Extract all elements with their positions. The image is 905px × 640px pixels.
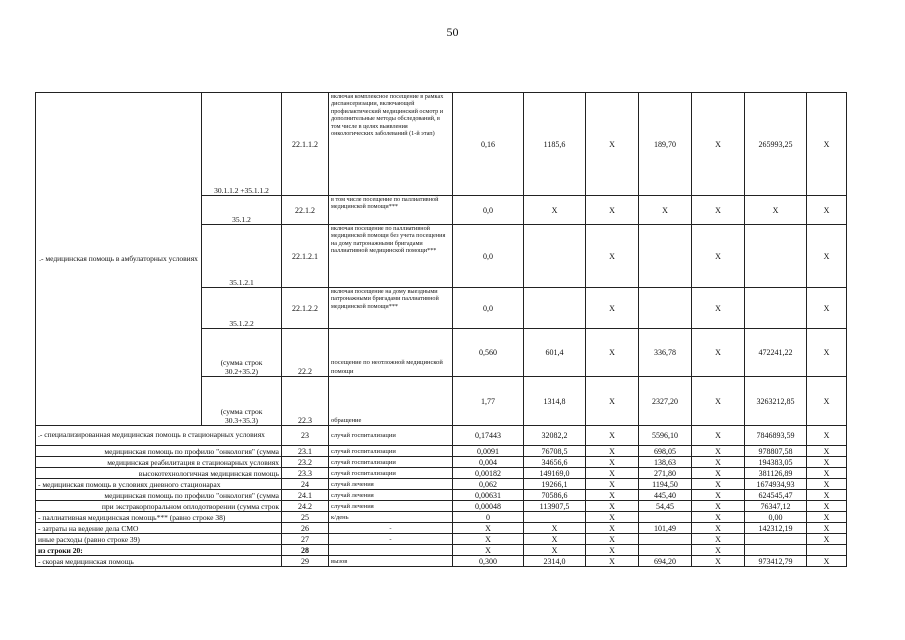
value-cell: 0,00631 <box>453 490 524 501</box>
value-cell: 149169,0 <box>524 468 586 479</box>
row-description: включая посещение на дому выездными патронажными бригадами паллиативной медицинской помощи*** <box>329 288 453 329</box>
value-cell: 3263212,85 <box>745 377 807 426</box>
value-cell <box>639 288 692 329</box>
value-cell: 0,00 <box>745 512 807 523</box>
value-cell: X <box>586 288 639 329</box>
value-cell: X <box>807 288 847 329</box>
value-cell: X <box>807 556 847 567</box>
row-description: обращение <box>329 377 453 426</box>
value-cell: X <box>692 93 745 196</box>
value-cell: X <box>807 196 847 225</box>
value-cell: X <box>453 523 524 534</box>
value-cell: 0,300 <box>453 556 524 567</box>
row-unit: случай лечения <box>329 490 453 501</box>
value-cell: X <box>586 545 639 556</box>
value-cell: 2314,0 <box>524 556 586 567</box>
value-cell: X <box>807 377 847 426</box>
value-cell: X <box>807 501 847 512</box>
value-cell: 0,062 <box>453 479 524 490</box>
value-cell: 1674934,93 <box>745 479 807 490</box>
value-cell: X <box>692 225 745 288</box>
value-cell: 54,45 <box>639 501 692 512</box>
value-cell: 7846893,59 <box>745 426 807 446</box>
value-cell: X <box>807 426 847 446</box>
value-cell: X <box>692 545 745 556</box>
value-cell <box>524 225 586 288</box>
value-cell: X <box>692 377 745 426</box>
row-unit: случай госпитализации <box>329 468 453 479</box>
value-cell: X <box>807 490 847 501</box>
row-code: 22.2 <box>282 329 329 377</box>
row-label: из строки 20: <box>36 545 282 556</box>
financing-table <box>35 92 847 567</box>
value-cell: 0,560 <box>453 329 524 377</box>
value-cell: X <box>807 523 847 534</box>
row-unit: - <box>329 523 453 534</box>
value-cell: X <box>807 512 847 523</box>
value-cell: X <box>692 288 745 329</box>
value-cell: X <box>453 534 524 545</box>
row-code: 24.1 <box>282 490 329 501</box>
row-label: - скорая медицинская помощь <box>36 556 282 567</box>
source-rows-cell: 35.1.2 <box>202 196 282 225</box>
row-code: 29 <box>282 556 329 567</box>
value-cell: 0 <box>453 512 524 523</box>
value-cell: X <box>586 479 639 490</box>
value-cell: 624545,47 <box>745 490 807 501</box>
value-cell: 1314,8 <box>524 377 586 426</box>
value-cell: X <box>692 196 745 225</box>
row-code: 26 <box>282 523 329 534</box>
value-cell: X <box>586 329 639 377</box>
row-label: .- специализированная медицинская помощь в стационарных условиях <box>36 426 282 446</box>
value-cell: X <box>586 523 639 534</box>
value-cell <box>745 288 807 329</box>
value-cell: X <box>586 446 639 457</box>
value-cell: 0,16 <box>453 93 524 196</box>
row-code: 22.1.1.2 <box>282 93 329 196</box>
value-cell: 19266,1 <box>524 479 586 490</box>
value-cell: X <box>586 468 639 479</box>
row-code: 22.1.2 <box>282 196 329 225</box>
value-cell <box>639 545 692 556</box>
value-cell: X <box>807 457 847 468</box>
table-row <box>36 534 847 545</box>
value-cell: 381126,89 <box>745 468 807 479</box>
value-cell: X <box>586 501 639 512</box>
source-rows-cell: 35.1.2.1 <box>202 225 282 288</box>
value-cell: X <box>524 545 586 556</box>
value-cell: 5596,10 <box>639 426 692 446</box>
row-code: 27 <box>282 534 329 545</box>
value-cell: X <box>586 426 639 446</box>
row-code: 24.2 <box>282 501 329 512</box>
value-cell <box>639 225 692 288</box>
row-label: - медицинская помощь в условиях дневного стационарах <box>36 479 282 490</box>
row-code: 24 <box>282 479 329 490</box>
value-cell: 70586,6 <box>524 490 586 501</box>
row-label: иные расходы (равно строке 39) <box>36 534 282 545</box>
value-cell: X <box>453 545 524 556</box>
row-unit: вызов <box>329 556 453 567</box>
value-cell: X <box>807 329 847 377</box>
value-cell: 2327,20 <box>639 377 692 426</box>
value-cell: X <box>639 196 692 225</box>
row-label: - паллиативная медицинская помощь*** (равно строке 38) <box>36 512 282 523</box>
value-cell: 0,004 <box>453 457 524 468</box>
row-label: высокотехнологичная медицинская помощь <box>36 468 282 479</box>
value-cell: 0,00182 <box>453 468 524 479</box>
value-cell: 336,78 <box>639 329 692 377</box>
value-cell: 0,0 <box>453 288 524 329</box>
value-cell: X <box>807 534 847 545</box>
row-code: 22.1.2.1 <box>282 225 329 288</box>
value-cell: 101,49 <box>639 523 692 534</box>
row-label: - затраты на ведение дела СМО <box>36 523 282 534</box>
row-description: включая комплексное посещение в рамках диспансеризации, включающей профилактический медицинский осмотр и дополнительные методы обследований, в том числе в целях выявления онкологических заболеваний (1-й этап) <box>329 93 453 196</box>
value-cell: X <box>524 196 586 225</box>
value-cell: 694,20 <box>639 556 692 567</box>
value-cell <box>639 512 692 523</box>
value-cell: X <box>586 377 639 426</box>
value-cell: X <box>524 523 586 534</box>
value-cell: 0,0091 <box>453 446 524 457</box>
value-cell: 0,00048 <box>453 501 524 512</box>
row-unit: случай госпитализации <box>329 457 453 468</box>
table-row <box>36 479 847 490</box>
value-cell: X <box>692 490 745 501</box>
value-cell <box>807 545 847 556</box>
row-unit: случай госпитализации <box>329 426 453 446</box>
row-description: в том числе посещение по паллиативной медицинской помощи*** <box>329 196 453 225</box>
value-cell <box>745 534 807 545</box>
value-cell <box>745 225 807 288</box>
table-row <box>36 457 847 468</box>
value-cell <box>745 545 807 556</box>
row-code: 28 <box>282 545 329 556</box>
value-cell: 32082,2 <box>524 426 586 446</box>
value-cell: X <box>586 534 639 545</box>
value-cell: X <box>692 479 745 490</box>
row-unit: случай госпитализации <box>329 446 453 457</box>
row-description: включая посещение по паллиативной медицинской помощи без учета посещения на дому патронажными бригадами паллиативной медицинской помощи*** <box>329 225 453 288</box>
value-cell: X <box>692 329 745 377</box>
value-cell: 601,4 <box>524 329 586 377</box>
row-label: медицинская помощь по профилю "онкология" (сумма <box>36 490 282 501</box>
row-code: 22.3 <box>282 377 329 426</box>
value-cell: 76708,5 <box>524 446 586 457</box>
table-row <box>36 523 847 534</box>
row-code: 23.1 <box>282 446 329 457</box>
value-cell: 978807,58 <box>745 446 807 457</box>
table-row <box>36 426 847 446</box>
row-code: 23 <box>282 426 329 446</box>
source-rows-cell: (сумма строк 30.3+35.3) <box>202 377 282 426</box>
value-cell: X <box>692 426 745 446</box>
value-cell <box>524 288 586 329</box>
value-cell: 76347,12 <box>745 501 807 512</box>
value-cell <box>639 534 692 545</box>
value-cell: X <box>586 556 639 567</box>
table-row <box>36 512 847 523</box>
row-unit: к/день <box>329 512 453 523</box>
value-cell: X <box>692 534 745 545</box>
value-cell: 189,70 <box>639 93 692 196</box>
value-cell: 445,40 <box>639 490 692 501</box>
value-cell: 472241,22 <box>745 329 807 377</box>
table-row <box>36 446 847 457</box>
value-cell: X <box>807 446 847 457</box>
value-cell: 142312,19 <box>745 523 807 534</box>
value-cell: X <box>586 490 639 501</box>
row-unit: случай лечения <box>329 501 453 512</box>
value-cell: X <box>586 225 639 288</box>
value-cell: X <box>807 93 847 196</box>
row-unit: - <box>329 534 453 545</box>
row-description: посещение по неотложной медицинской помощи <box>329 329 453 377</box>
value-cell: X <box>692 468 745 479</box>
row-code: 22.1.2.2 <box>282 288 329 329</box>
value-cell: 973412,79 <box>745 556 807 567</box>
value-cell: X <box>692 523 745 534</box>
value-cell: 0,0 <box>453 225 524 288</box>
value-cell: X <box>692 512 745 523</box>
value-cell: X <box>692 446 745 457</box>
table-row <box>36 556 847 567</box>
value-cell: 1185,6 <box>524 93 586 196</box>
value-cell: X <box>586 93 639 196</box>
value-cell: X <box>807 468 847 479</box>
row-label: при экстракорпоральном оплодотворении (сумма строк <box>36 501 282 512</box>
table-row <box>36 93 847 196</box>
value-cell: 0,17443 <box>453 426 524 446</box>
row-code: 25 <box>282 512 329 523</box>
table-row <box>36 468 847 479</box>
value-cell: X <box>807 225 847 288</box>
table-row <box>36 501 847 512</box>
value-cell: 0,0 <box>453 196 524 225</box>
value-cell: X <box>586 457 639 468</box>
source-rows-cell: 30.1.1.2 +35.1.1.2 <box>202 93 282 196</box>
source-rows-cell: 35.1.2.2 <box>202 288 282 329</box>
row-label: медицинская помощь по профилю "онкология" (сумма <box>36 446 282 457</box>
table-row <box>36 490 847 501</box>
value-cell: 113907,5 <box>524 501 586 512</box>
value-cell: 1194,50 <box>639 479 692 490</box>
row-code: 23.3 <box>282 468 329 479</box>
value-cell: X <box>692 457 745 468</box>
value-cell <box>524 512 586 523</box>
value-cell: X <box>524 534 586 545</box>
source-rows-cell: (сумма строк 30.2+35.2) <box>202 329 282 377</box>
value-cell: 698,05 <box>639 446 692 457</box>
row-code: 23.2 <box>282 457 329 468</box>
value-cell: 265993,25 <box>745 93 807 196</box>
value-cell: X <box>586 512 639 523</box>
table-row <box>36 545 847 556</box>
value-cell: X <box>692 501 745 512</box>
value-cell: 34656,6 <box>524 457 586 468</box>
value-cell: X <box>586 196 639 225</box>
page-number: 50 <box>446 25 459 39</box>
value-cell: X <box>692 556 745 567</box>
row-unit <box>329 545 453 556</box>
row-label: медицинская реабилитация в стационарных условиях <box>36 457 282 468</box>
ambulatory-care-label: .- медицинская помощь в амбулаторных условиях <box>36 93 202 426</box>
value-cell: X <box>745 196 807 225</box>
value-cell: 271,80 <box>639 468 692 479</box>
value-cell: X <box>807 479 847 490</box>
row-unit: случай лечения <box>329 479 453 490</box>
value-cell: 138,63 <box>639 457 692 468</box>
value-cell: 1,77 <box>453 377 524 426</box>
value-cell: 194383,05 <box>745 457 807 468</box>
